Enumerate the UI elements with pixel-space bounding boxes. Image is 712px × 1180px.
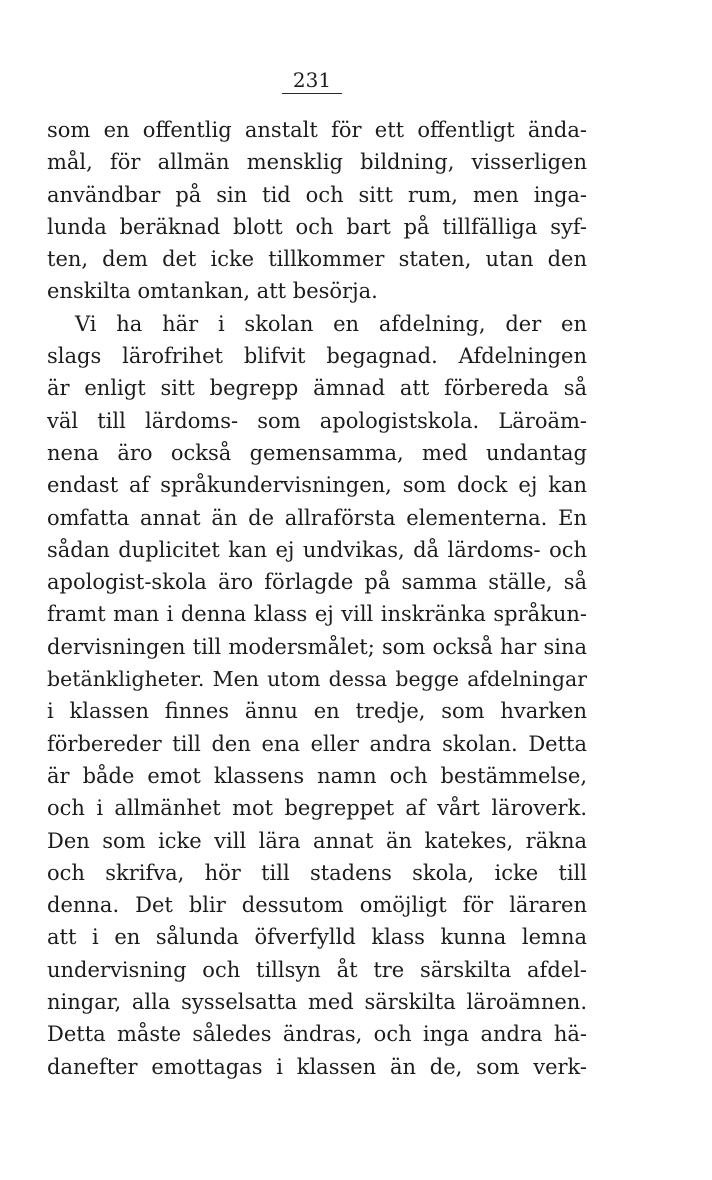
text-line: enskilta omtankan, att besörja. bbox=[47, 279, 378, 304]
text-line: och skrifva, hör till stadens skola, icke till bbox=[47, 860, 587, 885]
body-text bbox=[47, 114, 587, 1083]
text-line: ningar, alla sysselsatta med särskilta läroämnen. bbox=[47, 990, 587, 1015]
text-line: slags lärofrihet blifvit begagnad. Afdelningen bbox=[47, 344, 587, 369]
text-line: är både emot klassens namn och bestämmelse, bbox=[47, 763, 587, 788]
text-line: som en offentlig anstalt för ett offentligt ända- bbox=[47, 118, 587, 142]
text-line: Den som icke vill lära annat än katekes, räkna bbox=[47, 828, 587, 853]
text-line: i klassen finnes ännu en tredje, som hvarken bbox=[47, 699, 587, 724]
text-line: nena äro också gemensamma, med undantag bbox=[47, 440, 587, 465]
text-line: är enligt sitt begrepp ämnad att förbereda så bbox=[47, 376, 587, 401]
text-line: betänkligheter. Men utom dessa begge afdelningar bbox=[47, 667, 587, 692]
text-line: och i allmänhet mot begreppet af vårt läroverk. bbox=[47, 796, 587, 821]
text-line: mål, för allmän mensklig bildning, visserligen bbox=[47, 150, 587, 175]
text-line: väl till lärdoms- som apologistskola. Läroäm- bbox=[47, 408, 587, 433]
text-line: omfatta annat än de allraförsta elementerna. En bbox=[47, 505, 587, 530]
text-line: dervisningen till modersmålet; som också har sina bbox=[47, 634, 587, 659]
text-line: denna. Det blir dessutom omöjligt för läraren bbox=[47, 893, 587, 918]
text-line: apologist-skola äro förlagde på samma ställe, så bbox=[47, 570, 587, 595]
text-line: sådan duplicitet kan ej undvikas, då lärdoms- och bbox=[47, 537, 587, 562]
text-line: att i en sålunda öfverfylld klass kunna lemna bbox=[47, 925, 587, 950]
text-line: ten, dem det icke tillkommer staten, utan den bbox=[47, 247, 587, 272]
text-line: förbereder till den ena eller andra skolan. Detta bbox=[47, 731, 587, 756]
text-line: lunda beräknad blott och bart på tillfälliga syf- bbox=[47, 214, 587, 239]
text-line: Detta måste således ändras, och inga andra hä- bbox=[47, 1022, 587, 1047]
text-line: framt man i denna klass ej vill inskränka språkun- bbox=[47, 602, 587, 627]
text-line: danefter emottagas i klassen än de, som verk- bbox=[47, 1054, 587, 1079]
text-line: Vi ha här i skolan en afdelning, der en bbox=[75, 311, 587, 336]
page-number: 231 bbox=[282, 68, 342, 94]
text-line: endast af språkundervisningen, som dock ej kan bbox=[47, 473, 587, 498]
text-line: användbar på sin tid och sitt rum, men inga- bbox=[47, 182, 587, 207]
text-line: undervisning och tillsyn åt tre särskilta afdel- bbox=[47, 957, 587, 982]
